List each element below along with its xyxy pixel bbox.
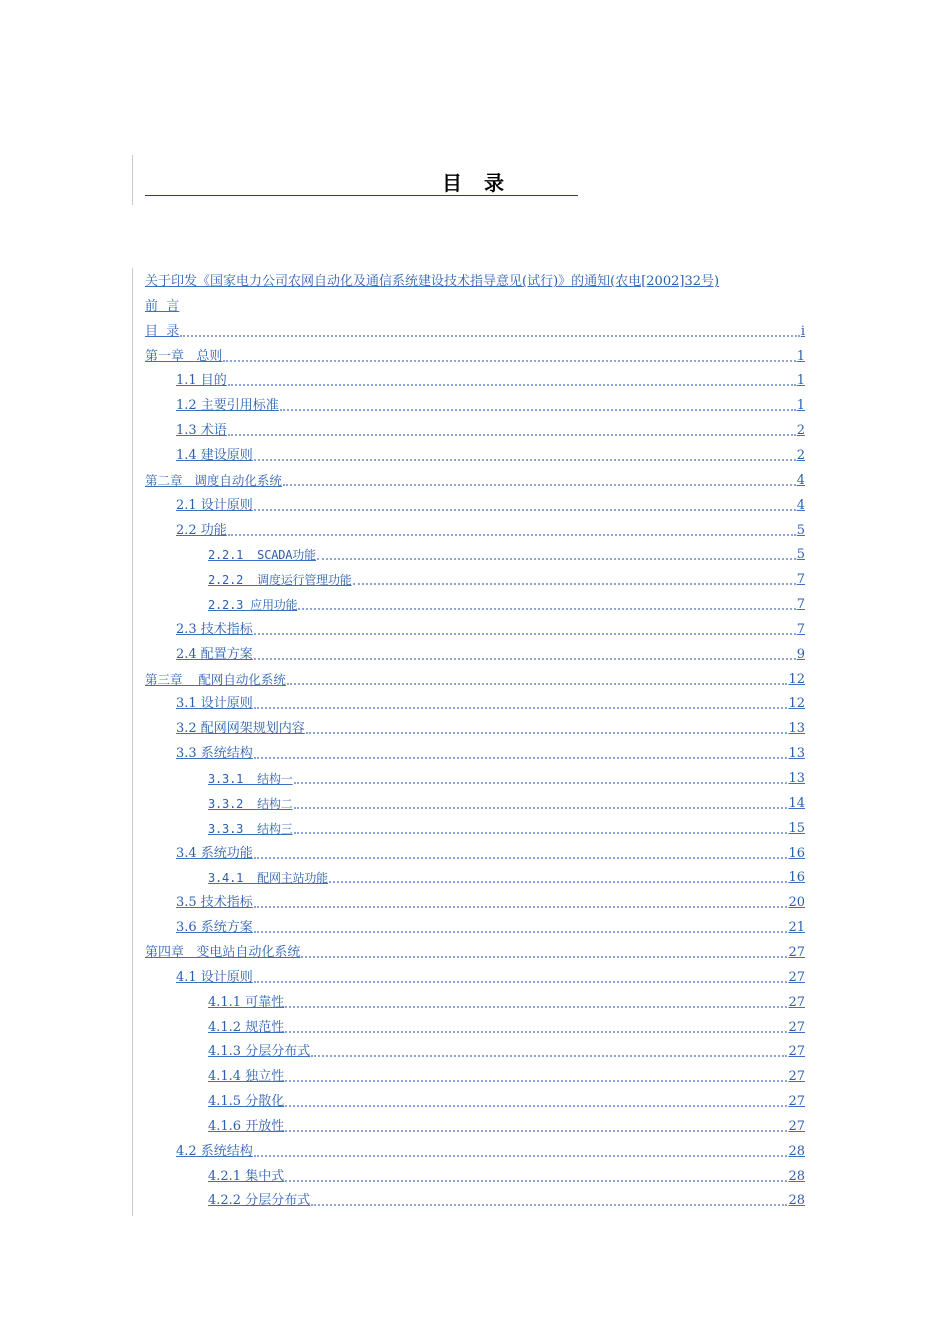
toc-page-number: 27 [788,994,805,1010]
toc-page-number: 1 [796,398,805,414]
toc-page-number: 7 [796,597,805,613]
toc-dot-leader [285,1105,787,1107]
toc-entry-label: 3.3 系统结构 [176,746,253,762]
toc-entry-label: 第四章 变电站自动化系统 [145,944,301,960]
toc-page-number: 21 [788,920,805,936]
toc-entry[interactable] [176,692,805,712]
toc-entry-label: 4.2 系统结构 [176,1143,253,1159]
toc-entry-label: 3.3.2 结构二 [208,796,293,811]
toc-page-number: 15 [788,820,805,836]
toc-entry-label: 4.2.2 分层分布式 [208,1193,311,1209]
toc-page-number: 27 [788,1118,805,1134]
toc-dot-leader [223,360,795,362]
toc-entry-label: 4.1.1 可靠性 [208,994,285,1010]
toc-page-number: 5 [796,522,805,538]
toc-entry-label: 3.4.1 配网主站功能 [208,871,328,886]
toc-page-number: 28 [788,1143,805,1159]
toc-entry[interactable] [208,593,805,613]
toc-dot-leader [329,881,787,883]
toc-entry[interactable] [208,568,805,588]
toc-dot-leader [285,1080,787,1082]
toc-entry-label: 前 言 [145,298,180,314]
toc-entry[interactable] [208,543,805,563]
toc-page-number: 7 [796,572,805,588]
toc-page-number: 1 [796,373,805,389]
toc-entry-label: 3.4 系统功能 [176,845,253,861]
toc-dot-leader [254,707,788,709]
toc-page-number: 5 [796,547,805,563]
toc-page-number: 4 [796,472,805,488]
toc-entry-label: 2.2.1 SCADA功能 [208,548,316,563]
toc-entry[interactable] [176,643,805,663]
toc-page-number: 14 [788,795,805,811]
toc-entry-label: 4.1.5 分散化 [208,1094,285,1110]
toc-entry[interactable] [176,742,805,762]
toc-dot-leader [228,434,796,436]
toc-entry[interactable] [208,767,805,787]
toc-entry[interactable] [145,295,179,315]
toc-dot-leader [311,1204,787,1206]
toc-page-number: i [800,323,805,339]
toc-page-number: 2 [796,447,805,463]
toc-page-number: 12 [788,671,805,687]
toc-entry-label: 1.3 术语 [176,423,227,439]
toc-entry-label: 3.3.1 结构一 [208,772,293,786]
toc-entry-label: 2.3 技术指标 [176,621,253,637]
toc-entry[interactable] [145,469,805,489]
toc-dot-leader [301,956,787,958]
toc-entry[interactable] [208,1065,805,1085]
toc-entry[interactable] [176,618,805,638]
toc-entry-label: 第三章 配网自动化系统 [145,671,286,687]
toc-entry-label: 3.1 设计原则 [176,696,253,712]
toc-dot-leader [228,384,796,386]
toc-entry-label: 1.2 主要引用标准 [176,398,279,414]
toc-dot-leader [254,981,788,983]
toc-dot-leader [311,1055,787,1057]
toc-dot-leader [285,1006,787,1008]
toc-entry-label: 4.1.2 规范性 [208,1019,285,1035]
toc-entry[interactable] [176,369,805,389]
toc-entry-label: 2.4 配置方案 [176,646,253,662]
toc-dot-leader [285,1180,787,1182]
toc-entry[interactable] [176,966,805,986]
margin-mark-main [132,268,133,1216]
toc-page-number: 27 [788,1094,805,1110]
toc-dot-leader [254,906,788,908]
toc-dot-leader [254,1155,788,1157]
toc-dot-leader [254,509,796,511]
toc-entry-label: 第二章 调度自动化系统 [145,472,282,488]
toc-entry-label: 3.5 技术指标 [176,895,253,911]
toc-entry[interactable] [208,1040,805,1060]
toc-entry-label: 4.1.4 独立性 [208,1069,285,1085]
toc-entry[interactable] [176,1140,805,1160]
toc-page-number: 20 [788,895,805,911]
toc-entry[interactable] [208,991,805,1011]
toc-page-number: 28 [788,1168,805,1184]
toc-dot-leader [280,409,796,411]
toc-dot-leader [298,608,795,610]
toc-page-number: 27 [788,1069,805,1085]
toc-entry[interactable] [176,842,805,862]
toc-entry[interactable] [176,891,805,911]
toc-dot-leader [228,534,796,536]
toc-entry-label: 2.2.3 应用功能 [208,598,298,613]
toc-entry-label: 4.1.3 分层分布式 [208,1044,311,1060]
toc-entry[interactable] [208,1115,805,1135]
toc-dot-leader [254,757,788,759]
toc-entry[interactable] [145,345,805,365]
toc-page-number: 7 [796,621,805,637]
title-rule-right [507,195,578,196]
toc-entry[interactable] [208,866,805,886]
toc-page-number: 13 [788,721,805,737]
toc-dot-leader [285,1130,787,1132]
toc-entry-label: 4.1.6 开放性 [208,1118,285,1134]
toc-entry[interactable] [208,1165,805,1185]
toc-dot-leader [285,1031,787,1033]
toc-dot-leader [353,583,796,585]
toc-entry[interactable] [176,419,805,439]
toc-entry[interactable] [176,519,805,539]
toc-entry-label: 1.1 目的 [176,373,227,389]
toc-entry-label: 目 录 [145,323,180,339]
toc-page-number: 16 [788,845,805,861]
toc-dot-leader [287,683,788,685]
toc-dot-leader [294,807,788,809]
toc-entry[interactable] [208,1189,805,1209]
toc-entry[interactable] [145,320,805,340]
toc-dot-leader [294,782,788,784]
toc-dot-leader [254,658,796,660]
toc-page-number: 27 [788,944,805,960]
toc-page-number: 27 [788,1019,805,1035]
toc-entry[interactable] [145,941,805,961]
toc-page-number: 13 [788,771,805,786]
toc-entry[interactable] [176,444,805,464]
toc-entry-label: 第一章 总则 [145,348,223,364]
toc-dot-leader [254,459,796,461]
toc-dot-leader [317,558,796,560]
toc-page-number: 27 [788,1044,805,1060]
margin-mark-top [132,155,133,205]
toc-page-number: 28 [788,1193,805,1209]
toc-entry[interactable] [176,916,805,936]
toc-page-number: 9 [796,646,805,662]
toc-page-number: 27 [788,969,805,985]
toc-dot-leader [294,832,788,834]
toc-entry[interactable] [145,270,719,290]
toc-entry[interactable] [208,1090,805,1110]
toc-page-number: 4 [796,497,805,513]
toc-entry[interactable] [176,494,805,514]
toc-dot-leader [254,931,788,933]
toc-title [145,170,578,196]
title-rule-left [145,195,441,196]
toc-entry-label: 2.2.2 调度运行管理功能 [208,573,352,588]
toc-page-number: 16 [788,870,805,886]
toc-entry[interactable] [176,394,805,414]
toc-entry-label: 2.2 功能 [176,522,227,538]
toc-page-number: 1 [796,348,805,364]
toc-dot-leader [254,857,788,859]
toc-entry[interactable] [208,1016,805,1036]
toc-page-number: 2 [796,423,805,439]
toc-entry-label: 关于印发《国家电力公司农网自动化及通信系统建设技术指导意见(试行)》的通知(农电[2002]32号) [145,274,720,289]
toc-entry-label: 2.1 设计原则 [176,497,253,513]
toc-dot-leader [306,732,788,734]
toc-dot-leader [283,484,796,486]
toc-entry-label: 4.2.1 集中式 [208,1168,285,1184]
toc-entry-label: 4.1 设计原则 [176,969,253,985]
toc-dot-leader [254,633,796,635]
page-title: 目 录 [442,171,505,195]
toc-entry[interactable] [176,717,805,737]
toc-entry-label: 3.3.3 结构三 [208,821,293,836]
toc-page-number: 12 [788,696,805,712]
toc-entry-label: 3.6 系统方案 [176,920,253,936]
toc-entry-label: 1.4 建设原则 [176,447,253,463]
toc-dot-leader [180,335,800,337]
toc-entry-label: 3.2 配网网架规划内容 [176,721,305,737]
toc-page-number: 13 [788,746,805,762]
toc-entry[interactable] [208,817,805,837]
toc-entry[interactable] [145,668,805,688]
toc-entry[interactable] [208,792,805,812]
